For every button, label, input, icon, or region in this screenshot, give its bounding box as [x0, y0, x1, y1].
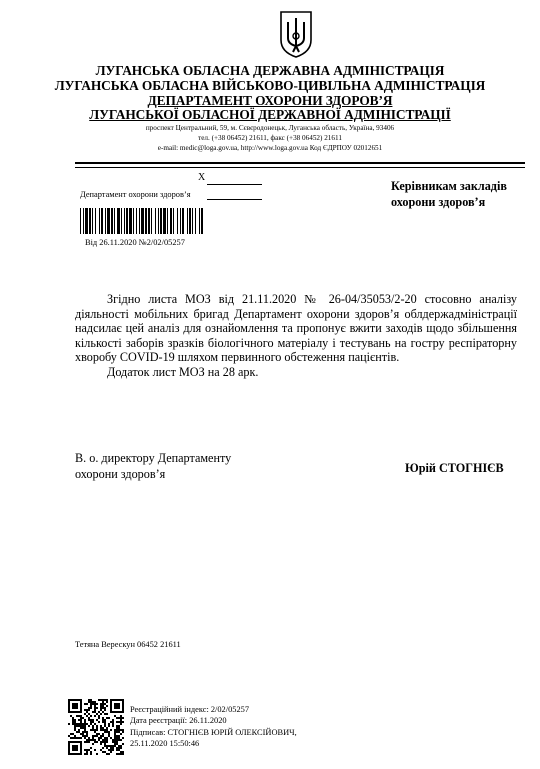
- department-title: ДЕПАРТАМЕНТ ОХОРОНИ ЗДОРОВ’Я: [147, 93, 393, 108]
- signatory-position-line1: В. о. директору Департаменту: [75, 451, 232, 465]
- letter-body: [75, 292, 517, 380]
- phones-line: тел. (+38 06452) 21611, факс (+38 06452) 21611: [198, 134, 342, 142]
- org-title-line1: ЛУГАНСЬКА ОБЛАСНА ДЕРЖАВНА АДМІНІСТРАЦІЯ: [95, 63, 445, 78]
- address-line: проспект Центральний, 59, м. Сєвєродонецьк, Луганська область, Україна, 93406: [145, 124, 395, 132]
- signatory-name: Юрій СТОГНІЄВ: [405, 461, 504, 475]
- signatory-position-line2: охорони здоров’я: [75, 467, 166, 481]
- registration-index: Реєстраційний індекс: 2/02/05257: [130, 705, 250, 714]
- body-paragraph-1: Згідно листа МОЗ від 21.11.2020 № 26-04/35053/2-20 стосовно аналізу діяльності мобільних бригад Департамент охорони здоров’я облдержадміністрації надсилає цей аналіз для ознайомлення та пропонує вжити заходів щодо збільшення кількості заборів зразків біологічного матеріалу і тестувань на гостру респіраторну хворобу COVID-19 шляхом первинного обстеження пацієнтів.: [75, 292, 517, 365]
- sender-mark: Х: [198, 172, 206, 183]
- signatory-position: [75, 450, 231, 482]
- trident-coat-of-arms-icon: [278, 10, 314, 58]
- qr-code-icon: [68, 699, 124, 755]
- recipient-block: [391, 178, 507, 210]
- registration-signed-by: Підписав: СТОГНІЄВ ЮРІЙ ОЛЕКСІЙОВИЧ,: [130, 727, 297, 737]
- recipient-line1: Керівникам закладів: [391, 179, 507, 193]
- outgoing-reference: Від 26.11.2020 №2/02/05257: [85, 238, 185, 247]
- sender-line-2: [207, 199, 262, 200]
- registration-date: Дата реєстрації: 26.11.2020: [130, 716, 227, 726]
- sender-department-label: Департамент охорони здоров’я: [80, 190, 191, 199]
- executor-contact: Тетяна Верескун 06452 21611: [75, 640, 181, 649]
- department-subtitle: ЛУГАНСЬКОЇ ОБЛАСНОЇ ДЕРЖАВНОЇ АДМІНІСТРАЦІЇ: [89, 107, 451, 122]
- registration-signed-at: 25.11.2020 15:50:46: [130, 738, 200, 748]
- org-title-line2: ЛУГАНСЬКА ОБЛАСНА ВІЙСЬКОВО-ЦИВІЛЬНА АДМІНІСТРАЦІЯ: [54, 78, 486, 93]
- body-paragraph-2: Додаток лист МОЗ на 28 арк.: [107, 364, 259, 379]
- recipient-line2: охорони здоров’я: [391, 195, 486, 209]
- header-divider-thin: [75, 167, 525, 168]
- email-line: e-mail: medic@loga.gov.ua, http://www.loga.gov.ua Код ЄДРПОУ 02012651: [157, 144, 383, 152]
- registration-stamp: [130, 704, 297, 749]
- header-divider-thick: [75, 162, 525, 164]
- sender-line-1: [207, 184, 262, 185]
- barcode-icon: [80, 208, 204, 234]
